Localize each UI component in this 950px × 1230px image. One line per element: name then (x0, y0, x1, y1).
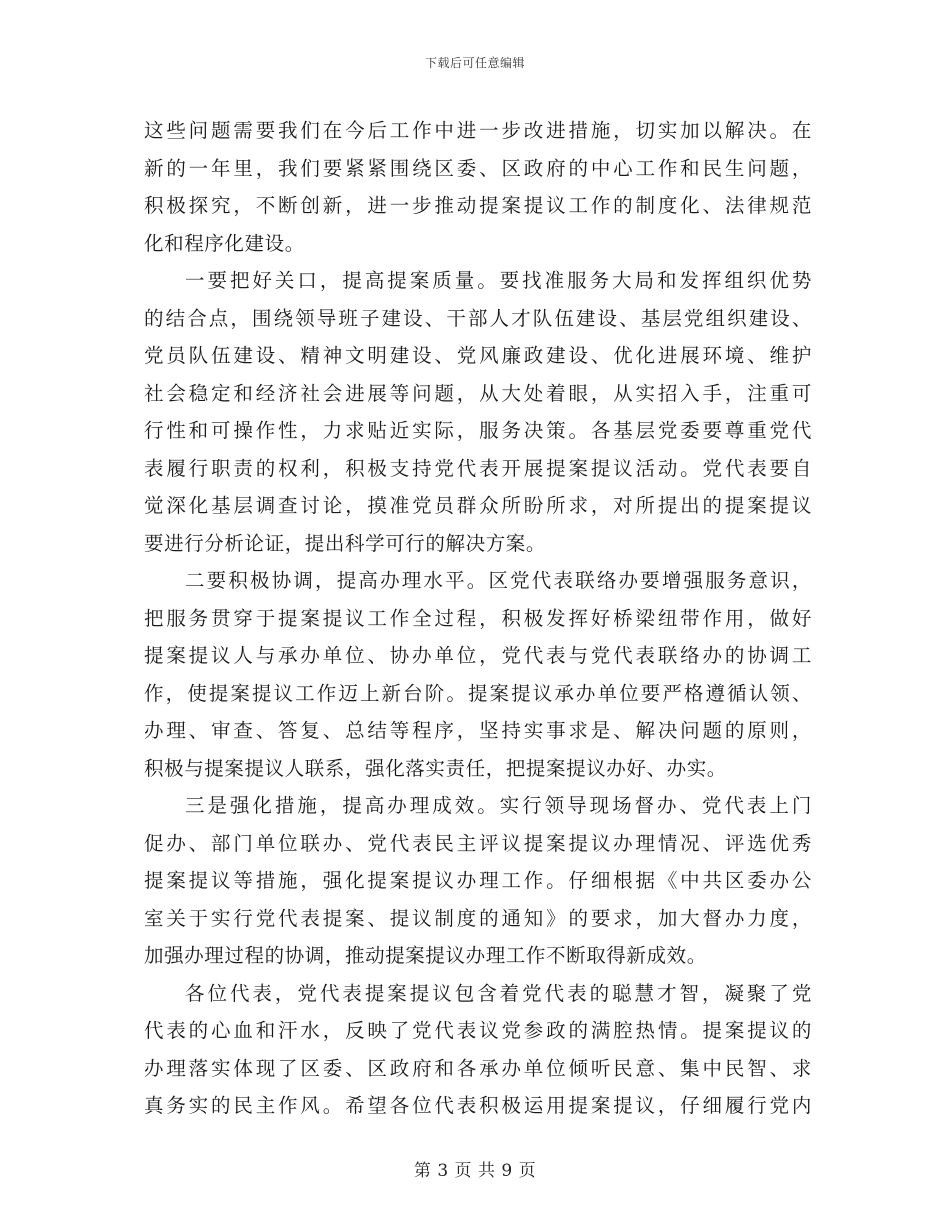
text-line: 真务实的民主作风。希望各位代表积极运用提案提议，仔细履行党内 (144, 1094, 812, 1117)
text-line: 二要积极协调，提高办理水平。区党代表联络办要增强服务意识， (185, 569, 812, 592)
paragraph (144, 262, 812, 562)
paragraph (144, 787, 812, 975)
text-line: 表履行职责的权利，积极支持党代表开展提案提议活动。党代表要自 (144, 456, 812, 480)
text-line: 一要把好关口，提高提案质量。要找准服务大局和发挥组织优势 (185, 269, 812, 292)
document-body (144, 112, 812, 1125)
text-line: 提案提议人与承办单位、协办单位，党代表与党代表联络办的协调工 (144, 644, 812, 667)
text-line: 办理、审查、答复、总结等程序，坚持实事求是、解决问题的原则， (144, 719, 812, 742)
text-line: 把服务贯穿于提案提议工作全过程，积极发挥好桥梁纽带作用，做好 (144, 606, 812, 630)
text-line: 这些问题需要我们在今后工作中进一步改进措施，切实加以解决。在 (144, 119, 812, 142)
text-line: 党员队伍建设、精神文明建设、党风廉政建设、优化进展环境、维护 (144, 344, 812, 367)
text-line: 积极与提案提议人联系，强化落实责任，把提案提议办好、办实。 (144, 756, 727, 780)
text-line: 各位代表，党代表提案提议包含着党代表的聪慧才智，凝聚了党 (185, 981, 812, 1005)
text-line: 加强办理过程的协调，推动提案提议办理工作不断取得新成效。 (144, 944, 707, 967)
text-line: 化和程序化建设。 (144, 231, 305, 255)
text-line: 办理落实体现了区委、区政府和各承办单位倾听民意、集中民智、求 (144, 1056, 812, 1080)
text-line: 作，使提案提议工作迈上新台阶。提案提议承办单位要严格遵循认领、 (144, 681, 812, 705)
text-line: 行性和可操作性，力求贴近实际，服务决策。各基层党委要尊重党代 (144, 419, 812, 442)
text-line: 觉深化基层调查讨论，摸准党员群众所盼所求，对所提出的提案提议 (144, 494, 812, 517)
paragraph (144, 112, 812, 262)
text-line: 三是强化措施，提高办理成效。实行领导现场督办、党代表上门 (185, 794, 812, 817)
text-line: 要进行分析论证，提出科学可行的解决方案。 (144, 531, 547, 555)
paragraph (144, 562, 812, 787)
page-number-footer: 第 3 页 共 9 页 (413, 1161, 537, 1181)
text-line: 社会稳定和经济社会进展等问题，从大处着眼，从实招入手，注重可 (144, 381, 812, 405)
text-line: 代表的心血和汗水，反映了党代表议党参政的满腔热情。提案提议的 (144, 1019, 812, 1042)
text-line: 的结合点，围绕领导班子建设、干部人才队伍建设、基层党组织建设、 (144, 306, 812, 330)
text-line: 提案提议等措施，强化提案提议办理工作。仔细根据《中共区委办公 (144, 869, 812, 892)
paragraph (144, 975, 812, 1125)
text-line: 积极探究，不断创新，进一步推动提案提议工作的制度化、法律规范 (144, 194, 812, 217)
text-line: 新的一年里，我们要紧紧围绕区委、区政府的中心工作和民生问题， (144, 156, 812, 180)
text-line: 室关于实行党代表提案、提议制度的通知》的要求，加大督办力度， (144, 906, 812, 930)
page-header-note: 下载后可任意编辑 (424, 56, 525, 70)
text-line: 促办、部门单位联办、党代表民主评议提案提议办理情况、评选优秀 (144, 831, 812, 855)
